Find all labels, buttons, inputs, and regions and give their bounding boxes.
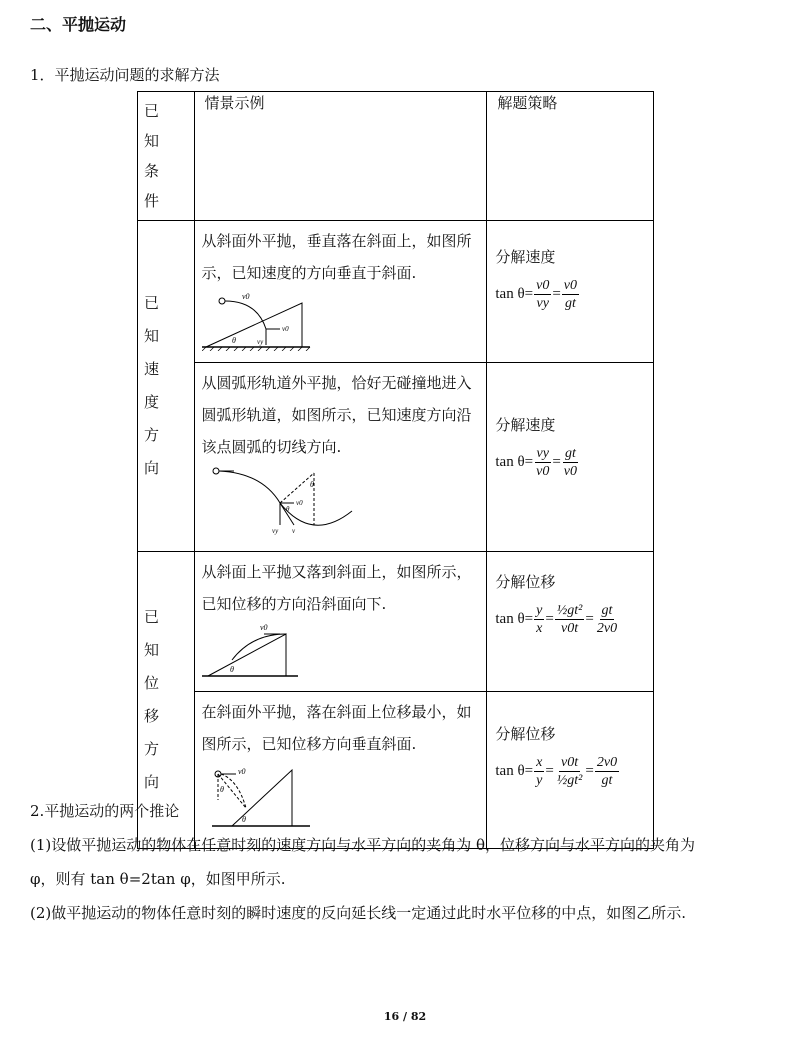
svg-text:θ: θ: [241, 815, 246, 824]
figure-slope-on-slope: [202, 620, 302, 680]
svg-text:vy: vy: [256, 338, 263, 346]
header-known: 已知条件: [138, 92, 195, 221]
table-row: [138, 552, 654, 692]
paragraph-inference-2: (2)做平抛运动的物体任意时刻的瞬时速度的反向延长线一定通过此时水平位移的中点，如图乙所示.: [30, 904, 687, 922]
strategy-label: 分解位移: [495, 725, 556, 743]
category-velocity-direction: 已知速度方向: [138, 221, 195, 552]
methods-table: [137, 91, 654, 849]
svg-text:θ: θ: [229, 665, 234, 674]
scene-text: 在斜面外平抛，落在斜面上位移最小，如图所示，已知位移方向垂直斜面.: [201, 703, 472, 753]
table-header-row: [138, 92, 654, 221]
svg-text:v: v: [291, 527, 295, 535]
header-strategy: 解题策略: [487, 92, 654, 221]
strategy-label: 分解速度: [495, 416, 556, 434]
strategy-cell: [487, 363, 654, 552]
scene-cell: [194, 552, 487, 692]
scene-cell: [194, 221, 487, 363]
strategy-cell: [487, 692, 654, 849]
svg-text:θ: θ: [219, 785, 224, 794]
strategy-cell: [487, 552, 654, 692]
figure-slope-perpendicular: [202, 289, 312, 351]
svg-text:v0: v0: [237, 767, 246, 776]
scene-cell: [194, 363, 487, 552]
section-heading: 二、平抛运动: [30, 15, 127, 34]
formula: tan θ= $\frac{y}{x}$ = $\frac{\text{½gt²}}{v0t}$ = $\frac{gt}{2v0}$: [495, 603, 618, 636]
scene-text: 从斜面外平抛，垂直落在斜面上，如图所示，已知速度的方向垂直于斜面.: [201, 232, 472, 282]
strategy-cell: [487, 221, 654, 363]
svg-text:v0: v0: [259, 623, 268, 632]
category-displacement-direction: 已知位移方向: [138, 552, 195, 849]
svg-text:v0: v0: [241, 292, 250, 301]
svg-text:θ: θ: [285, 505, 289, 513]
svg-text:vy: vy: [271, 527, 278, 535]
table-row: [138, 363, 654, 552]
scene-cell: [194, 692, 487, 849]
strategy-label: 分解位移: [495, 573, 556, 591]
figure-min-displacement: [202, 760, 312, 830]
formula: tan θ= $\frac{v0}{vy}$ = $\frac{v0}{gt}$: [495, 278, 578, 311]
subheading-two-inferences: 2.平抛运动的两个推论: [30, 802, 180, 820]
strategy-label: 分解速度: [495, 248, 556, 266]
svg-text:θ: θ: [309, 480, 314, 489]
subheading-solution-methods: 1．平抛运动问题的求解方法: [30, 66, 220, 84]
paragraph-inference-1b: φ，则有 tan θ=2tan φ，如图甲所示.: [30, 870, 286, 888]
table-row: [138, 221, 654, 363]
scene-text: 从圆弧形轨道外平抛，恰好无碰撞地进入圆弧形轨道，如图所示，已知速度方向沿该点圆弧的切线方向.: [201, 374, 472, 456]
scene-text: 从斜面上平抛又落到斜面上，如图所示，已知位移的方向沿斜面向下.: [201, 563, 472, 613]
formula: tan θ= $\frac{x}{y}$ = $\frac{v0t}{\text{½gt²}}$ = $\frac{2v0}{gt}$: [495, 755, 618, 788]
table-row: [138, 692, 654, 849]
svg-text:v0: v0: [295, 499, 303, 507]
page-number: 16 / 82: [383, 1010, 427, 1023]
paragraph-inference-1a: (1)设做平抛运动的物体在任意时刻的速度方向与水平方向的夹角为 θ，位移方向与水平方向的夹角为: [30, 836, 696, 854]
formula: tan θ= $\frac{vy}{v0}$ = $\frac{gt}{v0}$: [495, 446, 578, 479]
svg-text:θ: θ: [231, 336, 236, 345]
svg-text:v0: v0: [281, 325, 289, 333]
figure-arc-track: [202, 463, 362, 537]
header-scene: 情景示例: [194, 92, 487, 221]
